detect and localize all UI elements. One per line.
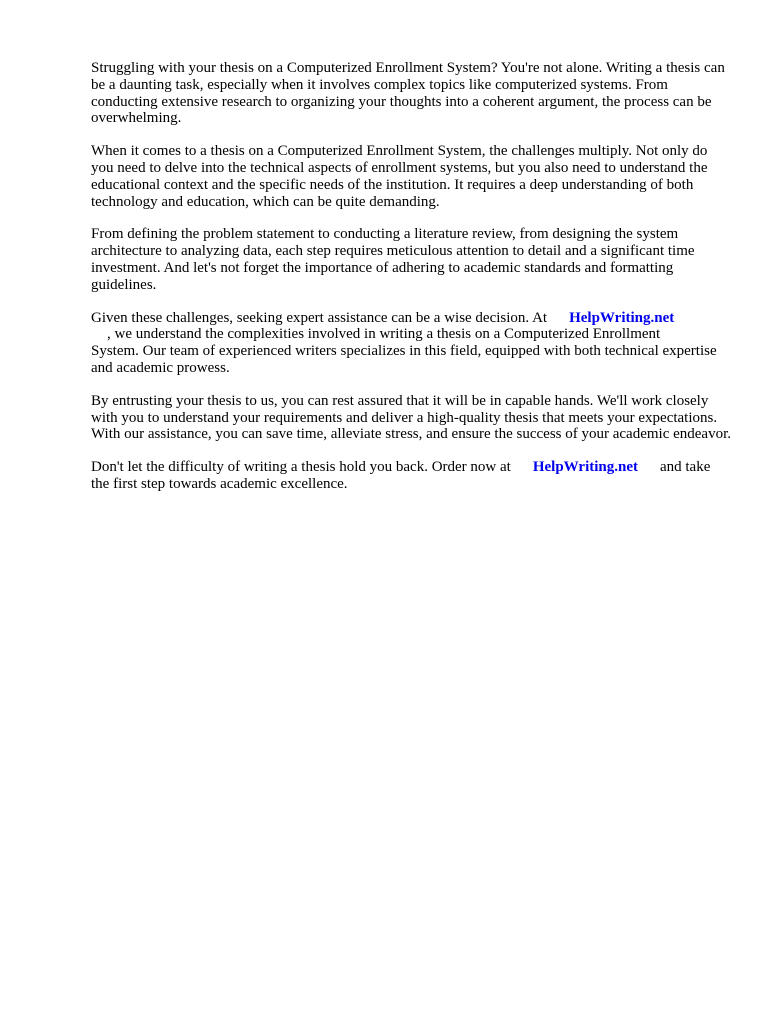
assistance-text-rest: System. Our team of experienced writers specializes in this field, equipped with both technical expertise and academic prowess. xyxy=(91,343,717,376)
paragraph-entrusting: By entrusting your thesis to us, you can rest assured that it will be in capable hands. We'll work closely with you to understand your requirements and deliver a high-quality thesis that meets your expectations. With our assistance, you can save time, alleviate stress, and ensure the success of your academic endeavor. xyxy=(91,392,731,443)
order-text-after: and take the first step towards academic excellence. xyxy=(91,459,711,492)
paragraph-steps: From defining the problem statement to conducting a literature review, from designing the system architecture to analyzing data, each step requires meticulous attention to detail and a significant time investment. And let's not forget the importance of adhering to academic standards and formatting guidelines. xyxy=(91,226,695,293)
helpwriting-link-2[interactable]: HelpWriting.net xyxy=(532,459,638,476)
order-text-before: Don't let the difficulty of writing a thesis hold you back. Order now at xyxy=(91,459,511,476)
document-body xyxy=(91,60,731,509)
helpwriting-link-1[interactable]: HelpWriting.net xyxy=(569,309,675,326)
paragraph-assistance xyxy=(91,310,731,377)
assistance-text-after: , we understand the complexities involved in writing a thesis on a Computerized Enrollment xyxy=(107,326,661,343)
assistance-text-before: Given these challenges, seeking expert assistance can be a wise decision. At xyxy=(91,309,548,326)
paragraph-challenges: When it comes to a thesis on a Computerized Enrollment System, the challenges multiply. Not only do you need to delve into the technical aspects of enrollment systems, but you also need to understand the educational context and the specific needs of the institution. It requires a deep understanding of both technology and education, which can be quite demanding. xyxy=(91,143,708,210)
paragraph-order xyxy=(91,459,731,493)
paragraph-intro: Struggling with your thesis on a Computerized Enrollment System? You're not alone. Writing a thesis can be a daunting task, especially when it involves complex topics like computerized systems. From conducting extensive research to organizing your thoughts into a coherent argument, the process can be overwhelming. xyxy=(91,60,725,127)
